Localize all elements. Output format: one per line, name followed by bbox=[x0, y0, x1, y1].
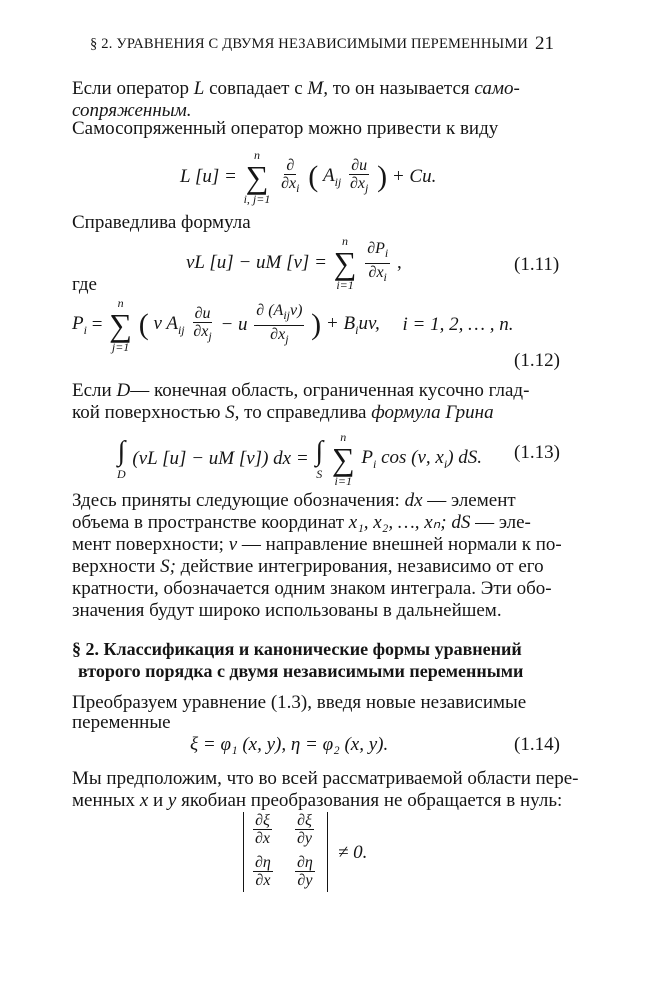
paragraph-notation-line1 bbox=[72, 490, 516, 512]
text-run: действие интегрирования, независимо от его bbox=[180, 556, 544, 577]
word-where: где bbox=[72, 274, 97, 295]
sigma-symbol: ∑ bbox=[331, 441, 355, 477]
equation-self-adjoint bbox=[180, 148, 436, 206]
term-self-adjoint-part2: сопряженным. bbox=[72, 100, 192, 121]
eq-tail: , bbox=[396, 252, 402, 273]
fraction-denominator: ∂x bbox=[350, 174, 366, 192]
fraction-dPi-dxi bbox=[365, 240, 390, 285]
paren-close: ) bbox=[377, 160, 388, 193]
subscript: i bbox=[83, 322, 87, 337]
math-dx: dx bbox=[404, 490, 423, 511]
fraction-dAv-dxj bbox=[254, 302, 304, 347]
term-uv: uv, bbox=[358, 312, 380, 334]
determinant-bar-right bbox=[327, 812, 328, 892]
text-run: Здесь приняты следующие обозначения: bbox=[72, 490, 400, 511]
page-number: 21 bbox=[535, 33, 554, 54]
eq-lhs: (vL [u] − uM [v]) dx = bbox=[132, 448, 309, 469]
sum-operator bbox=[334, 234, 357, 292]
text-run: мент поверхности; bbox=[72, 534, 224, 555]
fraction-numerator: ∂η bbox=[297, 854, 313, 871]
text-run: — элемент bbox=[427, 490, 516, 511]
fraction-denominator: ∂x bbox=[193, 322, 209, 340]
eq-lhs: L [u] = bbox=[180, 166, 237, 187]
math-S: S; bbox=[160, 556, 176, 577]
subscript: i bbox=[296, 181, 300, 196]
math-L: L bbox=[193, 78, 205, 99]
text-run: Если оператор bbox=[72, 78, 190, 99]
term-self-adjoint-part1: само- bbox=[474, 78, 520, 99]
subscript: i bbox=[384, 246, 389, 261]
sum-upper-limit: n bbox=[342, 234, 349, 248]
running-header: § 2. УРАВНЕНИЯ С ДВУМЯ НЕЗАВИСИМЫМИ ПЕРЕМЕННЫМИ bbox=[90, 36, 529, 52]
paragraph-self-adjoint-def-line1 bbox=[72, 78, 520, 100]
subscript: j bbox=[285, 331, 289, 346]
coef-A: A bbox=[322, 164, 335, 186]
index-range: i = 1, 2, … , n. bbox=[402, 314, 514, 335]
fraction-denominator: ∂y bbox=[297, 830, 313, 847]
fraction-denominator: ∂x bbox=[255, 830, 271, 847]
paragraph-notation-line2 bbox=[72, 512, 531, 534]
det-cell-21 bbox=[251, 854, 275, 889]
text-run: Если bbox=[72, 380, 112, 401]
fraction-denominator: ∂x bbox=[270, 325, 286, 343]
equation-number-1-14: (1.14) bbox=[514, 734, 560, 755]
sum-lower-limit: i=1 bbox=[336, 278, 354, 292]
math-y: y bbox=[167, 790, 177, 811]
subscript: ij bbox=[334, 174, 342, 189]
equation-1-13 bbox=[115, 430, 482, 488]
sum-lower-limit: j=1 bbox=[111, 340, 130, 354]
term-B: + B bbox=[325, 312, 356, 334]
equation-1-12 bbox=[72, 296, 513, 354]
paragraph-self-adjoint-form: Самосопряженный оператор можно привести к виду bbox=[72, 118, 499, 139]
fraction-denominator: ∂y bbox=[297, 872, 313, 889]
section-heading-line2: второго порядка с двумя независимыми переменными bbox=[78, 661, 524, 681]
equals-sign: = bbox=[91, 314, 103, 335]
fraction-denominator: ∂x bbox=[368, 263, 384, 281]
sigma-symbol: ∑ bbox=[245, 159, 269, 195]
equation-number-1-12: (1.12) bbox=[514, 350, 560, 371]
term-cos: cos (ν, x bbox=[381, 446, 444, 468]
text-run: то он называется bbox=[332, 78, 470, 99]
paren-open: ( bbox=[308, 160, 319, 193]
fraction-numerator: ∂u bbox=[351, 156, 368, 174]
integral-domain: D bbox=[117, 467, 126, 481]
fraction-numerator: ∂ (A bbox=[256, 302, 284, 320]
paragraph-notation-line5: кратности, обозначается одним знаком интеграла. Эти обо- bbox=[72, 578, 552, 599]
sum-lower-limit: i=1 bbox=[334, 474, 352, 488]
paragraph-notation-line4 bbox=[72, 556, 544, 578]
fraction-partial-xi bbox=[279, 157, 301, 197]
equation-1-11 bbox=[186, 234, 402, 292]
eq-lhs: vL [u] − uM [v] = bbox=[186, 252, 327, 273]
math-S: S, bbox=[225, 402, 240, 423]
sum-upper-limit: n bbox=[117, 296, 124, 310]
text-run: — конечная область, ограниченная кусочно глад- bbox=[130, 380, 530, 401]
paragraph-change-vars-line1: Преобразуем уравнение (1.3), введя новые независимые bbox=[72, 692, 527, 713]
math-dS: dS bbox=[451, 512, 471, 533]
fraction-numerator: ∂ξ bbox=[255, 812, 270, 829]
math-x: x bbox=[139, 790, 149, 811]
subscript: i bbox=[443, 456, 448, 471]
math-coordinates: x₁, x₂, …, xₙ; bbox=[348, 512, 447, 533]
term-vA: v A bbox=[153, 312, 178, 334]
equation-number-1-13: (1.13) bbox=[514, 442, 560, 463]
subscript: ij bbox=[283, 308, 290, 323]
text-run: совпадает с bbox=[209, 78, 303, 99]
section-heading-line1: § 2. Классификация и канонические формы уравнений bbox=[72, 639, 522, 659]
subscript: i bbox=[355, 322, 359, 337]
paragraph-notation-line6: значения будут широко использованы в дальнейшем. bbox=[72, 600, 502, 621]
equation-1-14: ξ = φ₁ (x, y), η = φ₂ (x, y). bbox=[190, 734, 389, 755]
sum-operator bbox=[109, 296, 132, 354]
paragraph-jacobian-line2 bbox=[72, 790, 562, 812]
text-run: менных bbox=[72, 790, 136, 811]
text-run: объема в пространстве координат bbox=[72, 512, 345, 533]
determinant-bar-left bbox=[243, 812, 244, 892]
subscript: i bbox=[383, 269, 387, 284]
sum-upper-limit: n bbox=[253, 148, 260, 162]
integral-operator bbox=[315, 437, 323, 481]
eq-tail: + Cu. bbox=[391, 166, 437, 187]
paragraph-jacobian-line1: Мы предположим, что во всей рассматриваемой области пере- bbox=[72, 768, 579, 789]
sum-upper-limit: n bbox=[340, 430, 347, 444]
sum-lower-limit: i, j=1 bbox=[243, 192, 271, 206]
fraction-numerator: ∂η bbox=[255, 854, 271, 871]
integral-symbol: ∫ bbox=[315, 436, 324, 467]
term-minus-u: − u bbox=[220, 314, 248, 335]
subscript: i bbox=[373, 456, 377, 471]
text-run: якобиан преобразования не обращается в нуль: bbox=[181, 790, 563, 811]
fraction-numerator: ∂u bbox=[194, 304, 211, 322]
text-run: кой поверхностью bbox=[72, 402, 221, 423]
integral-operator bbox=[117, 437, 126, 481]
fraction-numerator-tail: v) bbox=[289, 302, 303, 320]
paren-close: ) bbox=[311, 308, 322, 341]
equation-number-1-11: (1.11) bbox=[514, 254, 560, 275]
det-cell-11 bbox=[251, 812, 274, 847]
paragraph-formula-intro: Справедлива формула bbox=[72, 212, 251, 233]
subscript: ij bbox=[177, 322, 185, 337]
text-run: верхности bbox=[72, 556, 156, 577]
paragraph-change-vars-line2: переменные bbox=[72, 712, 171, 733]
math-M: M, bbox=[307, 78, 328, 99]
text-run: — эле- bbox=[475, 512, 531, 533]
term-dS: ) dS. bbox=[447, 446, 483, 468]
det-cell-12 bbox=[293, 812, 316, 847]
fraction-numerator: ∂P bbox=[367, 240, 385, 258]
text-run: то справедлива bbox=[244, 402, 367, 423]
paragraph-green-line1 bbox=[72, 380, 529, 402]
paragraph-notation-line3 bbox=[72, 534, 562, 556]
fraction-du-dxj bbox=[191, 305, 213, 345]
fraction-numerator: ∂ bbox=[286, 156, 295, 174]
fraction-denominator: ∂x bbox=[255, 872, 271, 889]
fraction-denominator: ∂x bbox=[281, 174, 297, 192]
term-P: P bbox=[361, 446, 373, 468]
text-run: — направление внешней нормали к по- bbox=[241, 534, 562, 555]
paren-open: ( bbox=[138, 308, 149, 341]
text-run: и bbox=[153, 790, 164, 811]
fraction-du-dxj bbox=[348, 157, 370, 197]
fraction-numerator: ∂ξ bbox=[297, 812, 312, 829]
sigma-symbol: ∑ bbox=[333, 245, 357, 281]
sum-operator bbox=[244, 148, 271, 206]
subscript: j bbox=[208, 329, 212, 344]
jacobian-determinant bbox=[243, 812, 333, 892]
math-nu: ν bbox=[228, 534, 238, 555]
sigma-symbol: ∑ bbox=[109, 307, 132, 343]
integral-domain: S bbox=[316, 467, 323, 481]
eq-lhs: P bbox=[72, 312, 84, 334]
sum-operator bbox=[332, 430, 355, 488]
paragraph-green-line2 bbox=[72, 402, 494, 424]
term-green-formula: формула Грина bbox=[371, 402, 494, 423]
math-D: D bbox=[116, 380, 131, 401]
jacobian-rhs: ≠ 0. bbox=[338, 842, 368, 863]
integral-symbol: ∫ bbox=[117, 436, 126, 467]
subscript: j bbox=[365, 181, 369, 196]
det-cell-22 bbox=[293, 854, 317, 889]
